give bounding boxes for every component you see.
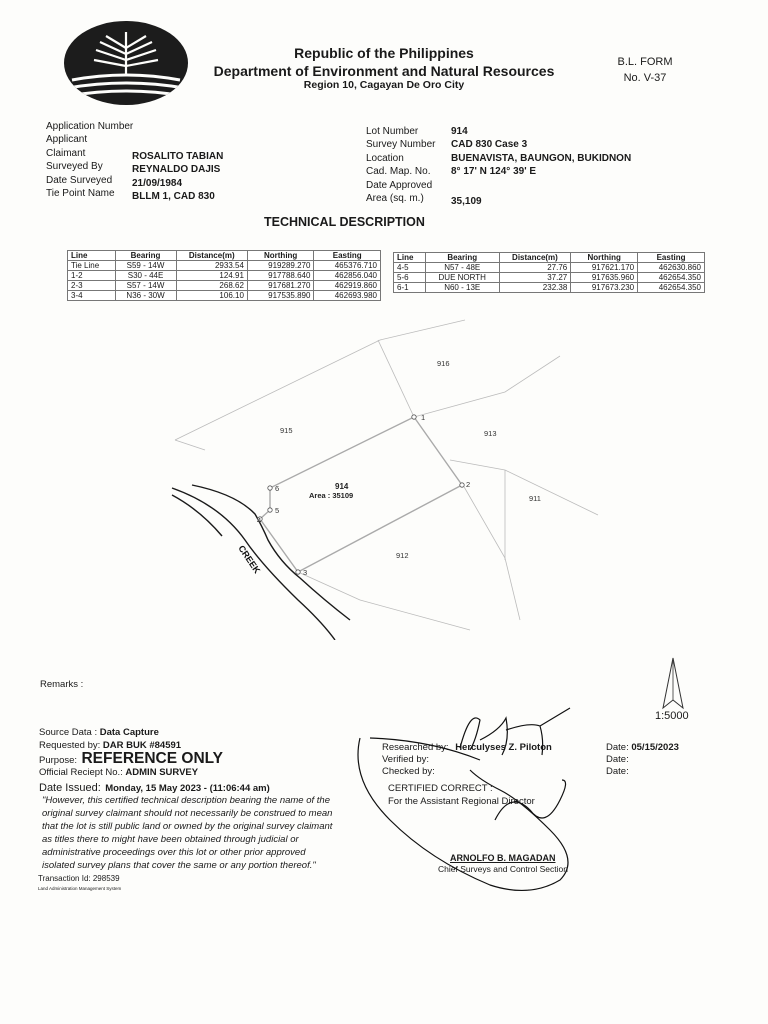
date-surveyed-label: Date Surveyed — [46, 174, 113, 186]
purpose-label: Purpose: — [39, 755, 78, 766]
verified-by-label: Verified by: — [382, 754, 429, 765]
handwritten-signature — [330, 700, 630, 900]
disclaimer-line: isolated survey plans that cover the same or any portion thereof." — [42, 860, 316, 871]
date-checked-label: Date: — [606, 766, 629, 777]
date-issued-value: Monday, 15 May 2023 - (11:06:44 am) — [105, 783, 270, 794]
receipt-label: Official Reciept No.: — [39, 767, 123, 778]
corner-label-6: 6 — [275, 484, 280, 493]
column-header: Distance(m) — [499, 253, 571, 263]
table-row — [394, 273, 705, 283]
table-row — [68, 281, 381, 291]
column-header: Distance(m) — [176, 251, 247, 261]
lot-914-boundary — [260, 417, 462, 572]
column-header: Bearing — [425, 253, 499, 263]
surveyed-by-label: Surveyed By — [46, 161, 103, 173]
right-info-values — [451, 125, 631, 208]
technical-table-left — [67, 250, 381, 301]
location-value: BUENAVISTA, BAUNGON, BUKIDNON — [451, 152, 632, 164]
table-cell: 124.91 — [176, 271, 247, 281]
table-cell: 917621.170 — [571, 263, 638, 273]
researched-by-label: Researched by: — [382, 742, 449, 753]
claimant-value: ROSALITO TABIAN — [132, 150, 224, 162]
receipt-number — [39, 767, 198, 778]
table-cell: N57 - 48E — [425, 263, 499, 273]
date-surveyed-value: 21/09/1984 — [132, 177, 183, 189]
table-row — [394, 283, 705, 293]
table-cell: S59 - 14W — [115, 261, 176, 271]
surveyed-by-value: REYNALDO DAJIS — [132, 164, 221, 176]
disclaimer-line: as titles there to might have been obtained through judicial or — [42, 834, 299, 845]
signatory-name: ARNOLFO B. MAGADAN — [450, 853, 556, 863]
researched-by-value: Herculyses Z. Piloton — [455, 742, 552, 753]
table-cell: 268.62 — [176, 281, 247, 291]
survey-number-label: Survey Number — [366, 139, 436, 151]
application-number-value — [132, 120, 223, 133]
area-label: Area (sq. m.) — [366, 192, 424, 204]
table-row — [68, 291, 381, 301]
table-cell: 462693.980 — [314, 291, 381, 301]
certified-correct: CERTIFIED CORRECT : — [388, 783, 493, 794]
purpose-value: REFERENCE ONLY — [81, 750, 224, 767]
table-cell: 462654.350 — [638, 273, 705, 283]
area-value: 35,109 — [451, 195, 482, 207]
date-researched-value: 05/15/2023 — [631, 742, 679, 753]
table-cell: Tie Line — [68, 261, 116, 271]
date-approved-value — [451, 179, 631, 192]
column-header: Line — [394, 253, 426, 263]
table-cell: 917535.890 — [247, 291, 314, 301]
location-label: Location — [366, 152, 404, 164]
lot-label-912: 912 — [396, 551, 409, 560]
column-header: Line — [68, 251, 116, 261]
cad-map-value: 8° 17' N 124° 39' E — [451, 166, 537, 178]
requested-by-label: Requested by: — [39, 740, 101, 751]
header-department: Department of Environment and Natural Resources — [213, 63, 555, 79]
table-cell: 462630.860 — [638, 263, 705, 273]
application-number-label: Application Number — [46, 121, 134, 132]
lot-number-value: 914 — [451, 126, 468, 137]
table-cell: N60 - 13E — [425, 283, 499, 293]
left-info-labels — [46, 120, 133, 200]
table-header-row — [68, 251, 381, 261]
lot-label-916: 916 — [437, 359, 450, 368]
transaction-id: Transaction Id: 298539 — [38, 874, 120, 883]
column-header: Easting — [638, 253, 705, 263]
table-cell: 2-3 — [68, 281, 116, 291]
map-scale: 1:5000 — [655, 710, 689, 722]
table-cell: 3-4 — [68, 291, 116, 301]
table-cell: 27.76 — [499, 263, 571, 273]
adjacent-lot-lines — [175, 320, 598, 630]
table-header-row — [394, 253, 705, 263]
disclaimer-line: that the lot is still public land or owned by the original survey claimant — [42, 821, 333, 832]
header-region: Region 10, Cagayan De Oro City — [303, 79, 465, 91]
system-name: Land Administration Management System — [38, 886, 122, 891]
source-data — [39, 727, 159, 738]
main-lot-area: Area : 35109 — [309, 491, 354, 500]
date-issued-label: Date Issued: — [39, 782, 101, 794]
signatory-title: Chief Surveys and Control Section — [438, 864, 568, 874]
corner-markers — [258, 415, 464, 574]
corner-label-4: 4 — [257, 516, 262, 525]
purpose — [39, 750, 223, 768]
denr-logo — [62, 18, 190, 108]
lot-label-915: 915 — [280, 426, 293, 435]
for-assistant-director: For the Assistant Regional Director — [388, 796, 535, 807]
technical-description-title: TECHNICAL DESCRIPTION — [264, 215, 425, 229]
table-cell: 462654.350 — [638, 283, 705, 293]
table-cell: 4-5 — [394, 263, 426, 273]
disclaimer-line: administrative proceedings over this lot or other prior approved — [42, 847, 306, 858]
header-republic: Republic of the Philippines — [294, 45, 474, 61]
applicant-value — [132, 133, 223, 146]
table-cell: 462856.040 — [314, 271, 381, 281]
table-row — [68, 271, 381, 281]
table-cell: 106.10 — [176, 291, 247, 301]
table-cell: 1-2 — [68, 271, 116, 281]
table-cell: 917681.270 — [247, 281, 314, 291]
lot-label-913: 913 — [484, 429, 497, 438]
disclaimer-line: "However, this certified technical description bearing the name of the — [42, 795, 331, 806]
tie-point-label: Tie Point Name — [46, 187, 115, 199]
lot-label-911: 911 — [529, 494, 541, 503]
table-cell: 232.38 — [499, 283, 571, 293]
table-cell: 917673.230 — [571, 283, 638, 293]
table-cell: S57 - 14W — [115, 281, 176, 291]
corner-label-1: 1 — [421, 413, 426, 422]
column-header: Easting — [314, 251, 381, 261]
source-data-label: Source Data : — [39, 727, 98, 738]
tie-point-value: BLLM 1, CAD 830 — [132, 190, 215, 202]
north-arrow-icon — [655, 656, 691, 710]
form-number: No. V-37 — [623, 72, 667, 84]
table-cell: 917635.960 — [571, 273, 638, 283]
remarks-label: Remarks : — [40, 679, 84, 690]
table-cell: 37.27 — [499, 273, 571, 283]
date-verified-label: Date: — [606, 754, 629, 765]
table-cell: N36 - 30W — [115, 291, 176, 301]
table-cell: 462919.860 — [314, 281, 381, 291]
receipt-value: ADMIN SURVEY — [125, 767, 199, 778]
requested-by-value: DAR BUK #84591 — [102, 740, 182, 751]
creek-lines — [172, 485, 350, 640]
column-header: Bearing — [115, 251, 176, 261]
claimant-label: Claimant — [46, 147, 86, 159]
table-cell: DUE NORTH — [425, 273, 499, 283]
form-label: B.L. FORM — [617, 56, 673, 68]
table-cell: 5-6 — [394, 273, 426, 283]
column-header: Northing — [247, 251, 314, 261]
checked-by-label: Checked by: — [382, 766, 435, 777]
corner-label-5: 5 — [275, 506, 280, 515]
applicant-label: Applicant — [46, 134, 88, 146]
table-row — [68, 261, 381, 271]
main-lot-number: 914 — [335, 482, 349, 491]
column-header: Northing — [571, 253, 638, 263]
table-cell: 6-1 — [394, 283, 426, 293]
cad-map-label: Cad. Map. No. — [366, 166, 431, 178]
table-cell: 465376.710 — [314, 261, 381, 271]
table-cell: 919289.270 — [247, 261, 314, 271]
lot-number-label: Lot Number — [366, 126, 419, 137]
date-approved-label: Date Approved — [366, 179, 433, 191]
technical-table-right — [393, 252, 705, 293]
right-info-labels — [366, 125, 435, 205]
source-data-value: Data Capture — [99, 727, 159, 738]
left-info-values — [132, 120, 223, 203]
table-row — [394, 263, 705, 273]
date-researched-label: Date: — [606, 742, 629, 753]
table-cell: S30 - 44E — [115, 271, 176, 281]
table-cell: 2933.54 — [176, 261, 247, 271]
survey-number-value: CAD 830 Case 3 — [451, 139, 528, 151]
corner-label-3: 3 — [303, 568, 308, 577]
disclaimer-line: original survey claimant should not necessarily be construed to mean — [42, 808, 333, 819]
creek-label: CREEK — [236, 543, 263, 576]
table-cell: 917788.640 — [247, 271, 314, 281]
corner-label-2: 2 — [466, 480, 471, 489]
lot-plan-map — [0, 300, 768, 640]
